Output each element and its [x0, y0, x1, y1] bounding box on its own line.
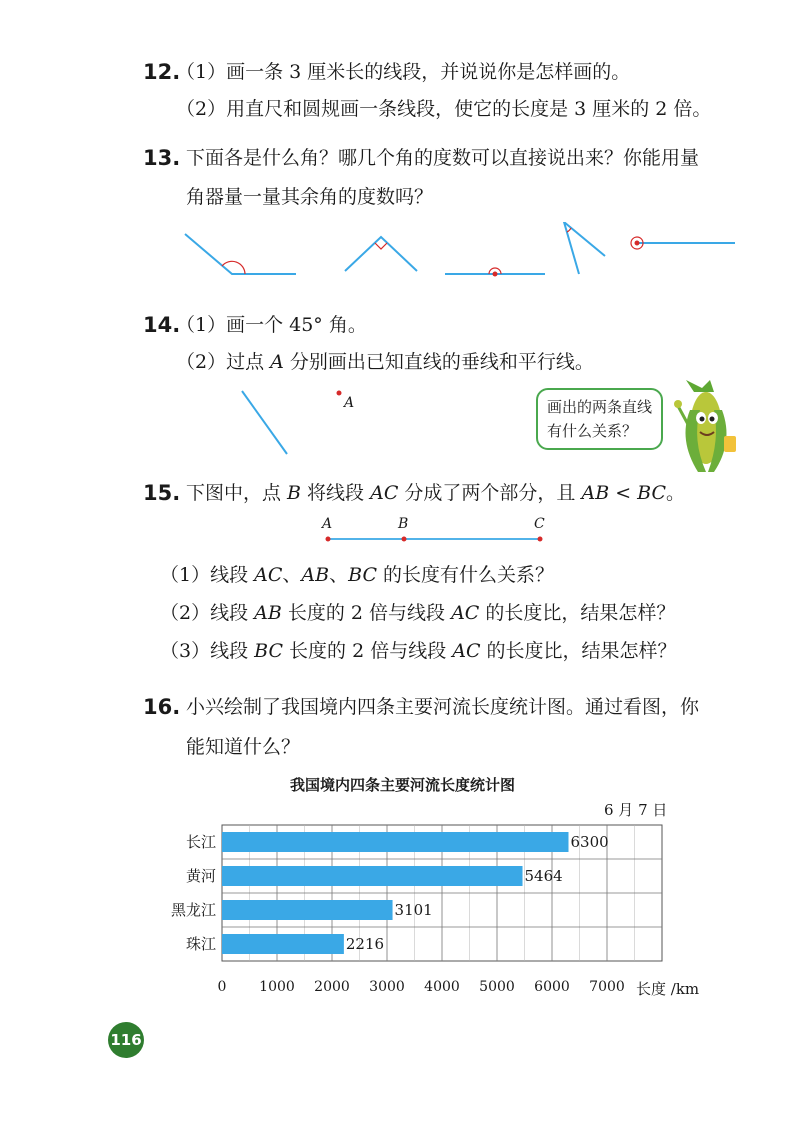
chart-x-axis-label: 长度 /km — [636, 980, 700, 998]
x-tick-label: 4000 — [424, 979, 460, 995]
question-14-number: 14. — [143, 313, 181, 337]
bar-value-label: 3101 — [394, 901, 433, 919]
category-label: 珠江 — [185, 935, 216, 953]
question-15-intro: 下图中，点 B 将线段 AC 分成了两个部分，且 AB < BC。 — [186, 482, 686, 504]
question-13-line-2: 角器量一量其余角的度数吗？ — [186, 186, 434, 208]
river-length-chart — [140, 795, 730, 1010]
question-13-line-1: 下面各是什么角？哪几个角的度数可以直接说出来？你能用量 — [186, 147, 700, 169]
page-number-badge: 116 — [108, 1022, 144, 1058]
question-12-part-1: （1）画一条 3 厘米长的线段，并说说你是怎样画的。 — [176, 61, 631, 83]
bar-value-label: 2216 — [345, 935, 385, 953]
question-13-number: 13. — [143, 146, 181, 170]
question-16-number: 16. — [143, 695, 181, 719]
given-line — [242, 391, 287, 454]
obtuse-angle-figure — [185, 234, 296, 274]
x-tick-label: 2000 — [314, 979, 350, 995]
question-15-sub-2: （2）线段 AB 长度的 2 倍与线段 AC 的长度比，结果怎样？ — [160, 602, 676, 624]
bar-value-label: 5464 — [524, 867, 563, 885]
category-label: 黄河 — [185, 867, 216, 885]
x-tick-label: 5000 — [479, 979, 515, 995]
right-angle-figure — [345, 237, 417, 271]
x-tick-label: 1000 — [259, 979, 295, 995]
question-15-number: 15. — [143, 481, 181, 505]
angle-figures — [0, 222, 800, 284]
question-16-line-1: 小兴绘制了我国境内四条主要河流长度统计图。通过看图，你 — [186, 696, 700, 718]
question-15-sub-1: （1）线段 AC、AB、BC 的长度有什么关系？ — [160, 564, 555, 586]
chart-tick-labels — [218, 979, 625, 995]
point-a — [337, 391, 342, 396]
point-c-mark — [538, 537, 543, 542]
bar-value-label: 6300 — [570, 833, 609, 851]
bar — [222, 866, 523, 886]
hint-bubble — [536, 388, 663, 450]
question-16-line-2: 能知道什么？ — [186, 736, 301, 758]
question-14-part-1: （1）画一个 45° 角。 — [176, 314, 367, 336]
x-tick-label: 3000 — [369, 979, 405, 995]
question-12-part-2: （2）用直尺和圆规画一条线段，使它的长度是 3 厘米的 2 倍。 — [176, 98, 712, 120]
chart-category-labels — [171, 833, 216, 953]
category-label: 长江 — [185, 833, 216, 851]
hint-bubble-line-2: 有什么关系？ — [547, 422, 638, 440]
hint-bubble-line-1: 画出的两条直线 — [547, 398, 653, 416]
bar — [222, 934, 344, 954]
category-label: 黑龙江 — [170, 901, 216, 919]
q14-figure — [230, 385, 370, 460]
x-tick-label: 6000 — [534, 979, 570, 995]
label-b: B — [398, 516, 409, 532]
bar — [222, 900, 393, 920]
corn-mascot — [672, 380, 742, 480]
point-b-mark — [402, 537, 407, 542]
chart-date: 6 月 7 日 — [604, 801, 668, 819]
label-c: C — [534, 516, 545, 532]
point-a-mark — [326, 537, 331, 542]
x-tick-label: 0 — [217, 979, 227, 995]
bar — [222, 832, 569, 852]
question-15-sub-3: （3）线段 BC 长度的 2 倍与线段 AC 的长度比，结果怎样？ — [160, 640, 677, 662]
chart-title: 我国境内四条主要河流长度统计图 — [290, 776, 516, 794]
segment-ac-figure — [310, 510, 560, 550]
question-12-number: 12. — [143, 60, 181, 84]
straight-angle-figure — [445, 268, 545, 277]
x-tick-label: 7000 — [589, 979, 625, 995]
question-14-part-2: （2）过点 A 分别画出已知直线的垂线和平行线。 — [176, 351, 594, 373]
point-a-label: A — [344, 395, 355, 411]
label-a: A — [322, 516, 333, 532]
full-angle-figure — [631, 237, 735, 249]
acute-angle-figure — [564, 222, 605, 274]
